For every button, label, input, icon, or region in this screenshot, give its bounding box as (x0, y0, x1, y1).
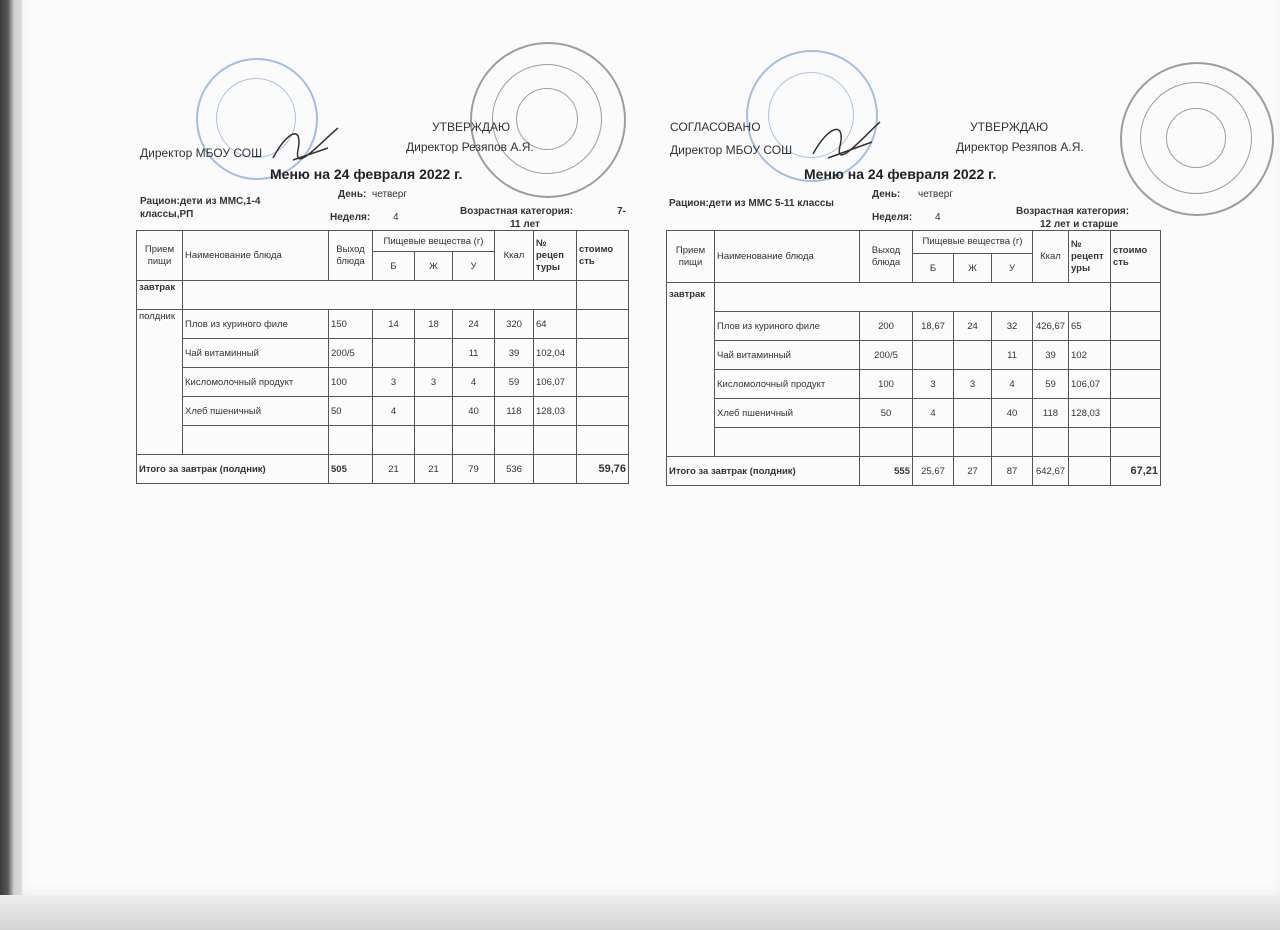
dish-name: Плов из куриного филе (183, 310, 329, 339)
director-left-label: Директор МБОУ СОШ (140, 146, 263, 160)
header-meal: Прием пищи (667, 231, 715, 283)
table-row: Хлеб пшеничный 50 4 40 118 128,03 (667, 399, 1161, 428)
header-b: Б (913, 254, 954, 283)
agreed-heading: СОГЛАСОВАНО (670, 120, 761, 134)
dish-name: Кисломолочный продукт (183, 368, 329, 397)
age-label: Возрастная категория: (1016, 206, 1130, 217)
age-value: 12 лет и старше (1040, 219, 1119, 230)
dish-name: Плов из куриного филе (715, 312, 860, 341)
header-zh: Ж (415, 252, 453, 281)
total-row: Итого за завтрак (полдник) 555 25,67 27 87 642,67 67,21 (667, 457, 1161, 486)
director-right-label: Директор Резяпов А.Я. (406, 140, 534, 154)
dish-name: Чай витаминный (183, 339, 329, 368)
table-row: Плов из куриного филе 200 18,67 24 32 426,67 65 (667, 312, 1161, 341)
header-meal: Прием пищи (137, 231, 183, 281)
ration-label: Рацион:дети из ММС,1-4 (140, 196, 261, 207)
day-label: День: (338, 189, 367, 200)
header-kcal: Ккал (1033, 231, 1069, 283)
table-row: Хлеб пшеничный 50 4 40 118 128,03 (137, 397, 629, 426)
total-cost: 67,21 (1111, 457, 1161, 486)
week-label: Неделя: (872, 212, 913, 223)
header-b: Б (373, 252, 415, 281)
total-label: Итого за завтрак (полдник) (667, 457, 860, 486)
age-label: Возрастная категория: (460, 206, 574, 217)
total-label: Итого за завтрак (полдник) (137, 455, 329, 484)
dish-name: Хлеб пшеничный (183, 397, 329, 426)
ration-label-2: классы,РП (140, 209, 194, 220)
director-right-label: Директор Резяпов А.Я. (956, 140, 1084, 154)
week-value: 4 (935, 212, 941, 223)
header-zh: Ж (954, 254, 992, 283)
dish-name: Хлеб пшеничный (715, 399, 860, 428)
day-value: четверг (918, 189, 953, 200)
signature-right (808, 116, 888, 166)
age-value-1: 7- (617, 206, 626, 217)
menu-title: Меню на 24 февраля 2022 г. (804, 166, 997, 182)
header-cost: стоимо сть (577, 231, 629, 281)
header-recipe: № рецеп туры (534, 231, 577, 281)
table-row: Кисломолочный продукт 100 3 3 4 59 106,07 (137, 368, 629, 397)
table-row: полдник Плов из куриного филе 150 14 18 24 320 64 (137, 310, 629, 339)
header-dish: Наименование блюда (715, 231, 860, 283)
signature-left (268, 120, 348, 170)
header-recipe: № рецепт уры (1069, 231, 1111, 283)
menu-table-right (666, 230, 1161, 486)
dish-name: Чай витаминный (715, 341, 860, 370)
table-row-empty (137, 426, 629, 455)
header-cost: стоимо сть (1111, 231, 1161, 283)
approved-heading: УТВЕРЖДАЮ (970, 120, 1049, 134)
week-value: 4 (393, 212, 399, 223)
header-nutrients: Пищевые вещества (г) (913, 231, 1033, 254)
header-dish: Наименование блюда (183, 231, 329, 281)
table-row: Чай витаминный 200/5 11 39 102 (667, 341, 1161, 370)
header-u: У (992, 254, 1033, 283)
day-label: День: (872, 189, 901, 200)
age-value-2: 11 лет (510, 219, 540, 230)
week-label: Неделя: (330, 212, 371, 223)
round-seal-right (1120, 62, 1274, 216)
director-left-label: Директор МБОУ СОШ (670, 143, 793, 157)
total-cost: 59,76 (577, 455, 629, 484)
header-nutrients: Пищевые вещества (г) (373, 231, 495, 252)
total-row: Итого за завтрак (полдник) 505 21 21 79 536 59,76 (137, 455, 629, 484)
header-output: Выход блюда (329, 231, 373, 281)
day-value: четверг (372, 189, 407, 200)
table-row: Кисломолочный продукт 100 3 3 4 59 106,07 (667, 370, 1161, 399)
menu-title: Меню на 24 февраля 2022 г. (270, 166, 463, 182)
header-u: У (453, 252, 495, 281)
header-output: Выход блюда (860, 231, 913, 283)
dish-name: Кисломолочный продукт (715, 370, 860, 399)
meal-snack: полдник (137, 310, 183, 455)
approved-heading: УТВЕРЖДАЮ (432, 120, 511, 134)
meal-breakfast: завтрак (137, 281, 183, 310)
table-row: Чай витаминный 200/5 11 39 102,04 (137, 339, 629, 368)
header-kcal: Ккал (495, 231, 534, 281)
menu-table-left (136, 230, 629, 484)
scan-bottom-edge (0, 895, 1280, 930)
table-row-empty (667, 428, 1161, 457)
meal-breakfast: завтрак (667, 283, 715, 457)
ration-label: Рацион:дети из ММС 5-11 классы (669, 198, 834, 209)
